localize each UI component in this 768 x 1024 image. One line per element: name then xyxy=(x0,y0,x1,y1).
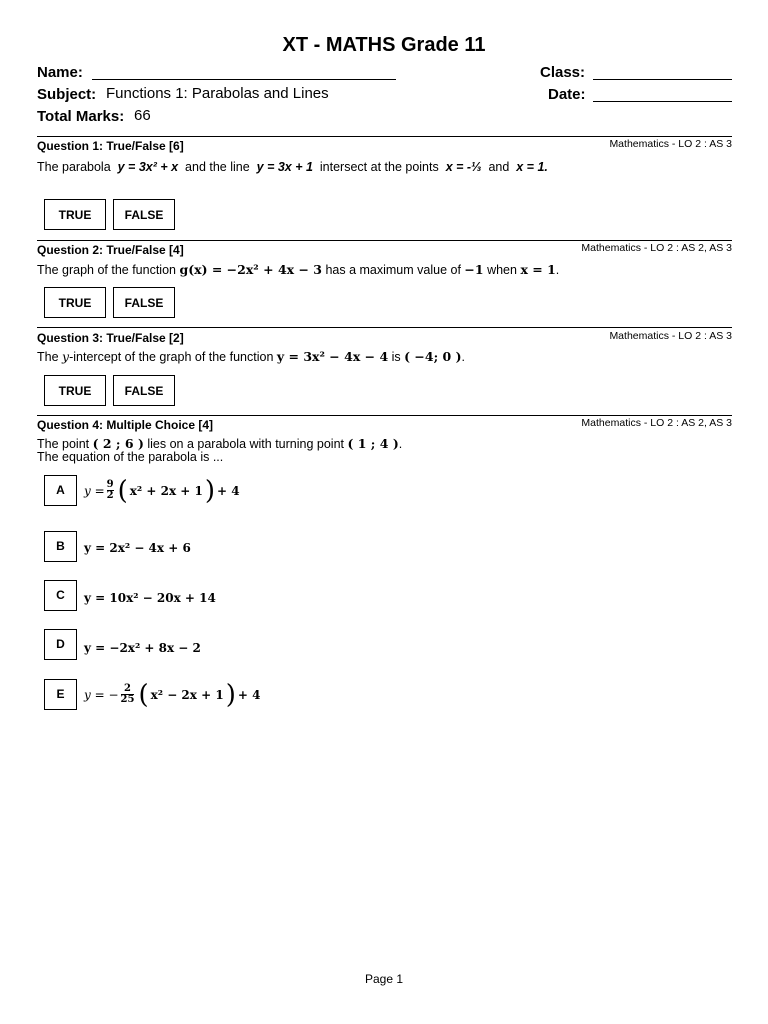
option-e-fraction xyxy=(121,684,135,705)
name-label: Name: xyxy=(37,64,83,81)
option-a-inner: x² + 2x + 1 xyxy=(129,483,203,498)
q1-text-c: intersect at the points xyxy=(319,160,439,174)
total-marks-label: Total Marks: xyxy=(37,108,125,125)
question-3-reference: Mathematics - LO 2 : AS 3 xyxy=(609,330,732,342)
question-3-heading: Question 3: True/False [2] xyxy=(37,331,184,345)
question-1-heading: Question 1: True/False [6] xyxy=(37,139,184,153)
q2-text-a: The graph of the function xyxy=(37,263,176,277)
option-a-denominator: 2 xyxy=(106,490,114,501)
q3-y-var: y xyxy=(62,349,70,364)
q3-true-button[interactable]: TRUE xyxy=(44,375,106,406)
q1-line-eq: y = 3x + 1 xyxy=(256,160,313,174)
date-field[interactable] xyxy=(593,101,732,102)
page-title: XT - MATHS Grade 11 xyxy=(282,34,486,56)
q1-point-2: x = 1. xyxy=(516,160,548,174)
option-a-equation: y = $\frac{9}{2}$ ( x² + 2x + 1 ) + 4 xyxy=(84,475,240,506)
divider xyxy=(37,327,732,328)
option-e-denominator: 25 xyxy=(120,694,135,705)
option-e-button[interactable]: E xyxy=(44,679,77,710)
q3-text-a: The xyxy=(37,350,59,364)
q1-text-a: The parabola xyxy=(37,160,111,174)
option-a-fraction xyxy=(107,480,114,501)
option-a-numerator: 9 xyxy=(106,479,114,490)
q3-text-b: -intercept of the graph of the function xyxy=(69,350,274,364)
option-d-button[interactable]: D xyxy=(44,629,77,660)
q1-point-1: x = -⅓ xyxy=(445,160,482,174)
option-e-lead: y = − xyxy=(84,687,119,702)
divider xyxy=(37,240,732,241)
class-label: Class: xyxy=(540,64,586,81)
q3-false-button[interactable]: FALSE xyxy=(113,375,175,406)
q2-text-d: . xyxy=(555,263,560,277)
question-4-line-2: The equation of the parabola is ... xyxy=(37,450,224,464)
option-d-equation: y = −2x² + 8x − 2 xyxy=(84,641,201,655)
option-a-tail: + 4 xyxy=(217,483,240,498)
q1-false-button[interactable]: FALSE xyxy=(113,199,175,230)
q1-true-button[interactable]: TRUE xyxy=(44,199,106,230)
question-2-heading: Question 2: True/False [4] xyxy=(37,243,184,257)
q3-text-d: . xyxy=(461,350,466,364)
option-b-button[interactable]: B xyxy=(44,531,77,562)
q2-text-b: has a maximum value of xyxy=(325,263,461,277)
page-number: Page 1 xyxy=(364,972,404,986)
question-2-text xyxy=(37,262,559,278)
option-e-tail: + 4 xyxy=(237,687,261,702)
option-e-inner: x² − 2x + 1 xyxy=(150,687,224,702)
date-label: Date: xyxy=(548,86,586,103)
option-c-equation: y = 10x² − 20x + 14 xyxy=(84,591,216,605)
total-marks-value: 66 xyxy=(134,107,151,124)
question-1-text xyxy=(37,160,548,175)
question-2-reference: Mathematics - LO 2 : AS 2, AS 3 xyxy=(581,242,732,254)
q4-text-a: The point xyxy=(37,437,90,451)
divider xyxy=(37,136,732,137)
q1-parabola-eq: y = 3x² + x xyxy=(117,160,179,174)
q4-turning-point: ( 1 ; 4 ) xyxy=(347,436,399,451)
q1-text-b: and the line xyxy=(185,160,250,174)
option-e-equation: y = − $\frac{2}{25}$ ( x² − 2x + 1 ) + 4 xyxy=(84,679,261,710)
option-b-equation: y = 2x² − 4x + 6 xyxy=(84,541,191,555)
q4-text-c: . xyxy=(398,437,403,451)
class-field[interactable] xyxy=(593,79,732,80)
q3-function-eq: y = 3x² − 4x − 4 xyxy=(276,349,389,364)
q4-text-b: lies on a parabola with turning point xyxy=(147,437,344,451)
q2-function-eq: g(x) = −2x² + 4x − 3 xyxy=(179,262,322,277)
q2-true-button[interactable]: TRUE xyxy=(44,287,106,318)
option-a-button[interactable]: A xyxy=(44,475,77,506)
option-e-numerator: 2 xyxy=(124,683,131,694)
question-4-heading: Question 4: Multiple Choice [4] xyxy=(37,418,214,432)
option-c-button[interactable]: C xyxy=(44,580,77,611)
question-4-reference: Mathematics - LO 2 : AS 2, AS 3 xyxy=(581,417,732,429)
question-3-text xyxy=(37,349,465,365)
option-a-lead: y = xyxy=(84,483,105,498)
divider xyxy=(37,415,732,416)
q2-false-button[interactable]: FALSE xyxy=(113,287,175,318)
q2-x-value: x = 1 xyxy=(520,262,556,277)
q3-text-c: is xyxy=(391,350,401,364)
subject-label: Subject: xyxy=(37,86,97,103)
q1-text-d: and xyxy=(488,160,510,174)
q2-text-c: when xyxy=(487,263,517,277)
subject-value: Functions 1: Parabolas and Lines xyxy=(106,85,329,102)
q2-max-value: −1 xyxy=(464,262,484,277)
question-1-reference: Mathematics - LO 2 : AS 3 xyxy=(609,138,732,150)
name-field[interactable] xyxy=(92,79,396,80)
q3-intercept-point: ( −4; 0 ) xyxy=(404,349,462,364)
q4-point: ( 2 ; 6 ) xyxy=(92,436,144,451)
